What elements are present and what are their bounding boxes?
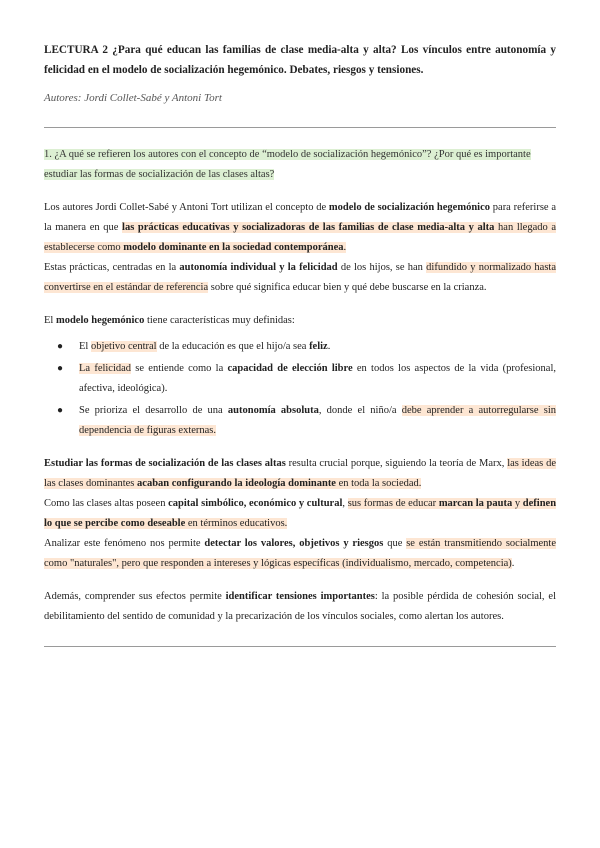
text: , donde el niño/a — [318, 405, 402, 416]
bullet-icon: ● — [57, 341, 64, 352]
divider-bottom — [44, 646, 556, 647]
emphasis: modelo de socialización hegemónico — [328, 202, 491, 213]
highlighted-text: . — [343, 242, 347, 253]
highlighted-emphasis: acaban configurando la ideología dominante — [137, 478, 336, 489]
text: que — [383, 538, 407, 549]
bullet-icon: ● — [57, 405, 64, 416]
emphasis: capital simbólico, económico y cultural — [168, 498, 343, 509]
question-highlight: 1. ¿A qué se refieren los autores con el concepto de “modelo de socialización hegemónico”? ¿Por qué es importante estudiar las formas de socialización de las clases altas? — [44, 149, 531, 180]
text: El — [79, 341, 91, 352]
question-1 — [44, 145, 556, 185]
highlighted-text: La felicidad — [79, 363, 132, 374]
highlighted-text: en toda la sociedad. — [335, 478, 422, 489]
text: Estas prácticas, centradas en la — [44, 262, 180, 273]
highlighted-text: y — [512, 498, 523, 509]
authors-line: Autores: Jordi Collet-Sabé y Antoni Tort — [44, 92, 222, 104]
emphasis: capacidad de elección libre — [227, 363, 353, 374]
paragraph-practices — [44, 258, 556, 298]
text: Los autores Jordi Collet-Sabé y Antoni Tort utilizan el concepto de — [44, 202, 329, 213]
highlighted-emphasis: definen lo que se percibe como deseable — [44, 498, 557, 529]
emphasis: identificar tensiones importantes — [225, 591, 375, 602]
text: . — [327, 341, 331, 352]
highlighted-text: sus formas de educar — [347, 498, 439, 509]
characteristics-list — [44, 337, 556, 441]
text: sobre qué significa educar bien y qué debe buscarse en la crianza. — [208, 282, 487, 293]
text: , — [342, 498, 348, 509]
emphasis: modelo hegemónico — [55, 315, 145, 326]
highlighted-text: se están transmitiendo socialmente como "naturales", pero que responden a intereses y lógicas específicas (individualismo, mercado, competencia) — [44, 538, 556, 569]
text: Además, comprender sus efectos permite — [44, 591, 226, 602]
document-title: LECTURA 2 ¿Para qué educan las familias de clase media-alta y alta? Los vínculos entre autonomía y felicidad en el modelo de socialización hegemónico. Debates, riesgos y tensiones. — [44, 44, 556, 76]
highlighted-text: . — [213, 425, 217, 436]
highlighted-text: objetivo central — [90, 341, 157, 352]
list-item — [44, 337, 556, 357]
document-page — [44, 40, 556, 647]
emphasis: Estudiar las formas de socialización de las clases altas — [44, 458, 286, 469]
list-item — [44, 359, 556, 399]
highlighted-emphasis: las prácticas educativas y socializadoras de las familias de clase media-alta y alta — [122, 222, 495, 233]
paragraph-definition — [44, 198, 556, 258]
text: de los hijos, se han — [337, 262, 427, 273]
text: Como las clases altas poseen — [44, 498, 169, 509]
text: resulta crucial porque, siguiendo la teoría de Marx, — [285, 458, 508, 469]
list-item — [44, 401, 556, 441]
text: . — [511, 558, 515, 569]
text: se entiende como la — [131, 363, 228, 374]
text: en todos los aspectos de la vida (profesional, afectiva, ideológica). — [79, 363, 557, 394]
highlighted-emphasis: marcan la pauta — [438, 498, 513, 509]
highlighted-text: en términos educativos. — [185, 518, 288, 529]
highlighted-text: las ideas de las clases dominantes — [44, 458, 556, 489]
paragraph-capital — [44, 494, 556, 534]
paragraph-analysis — [44, 534, 556, 574]
text: Analizar este fenómeno nos permite — [44, 538, 205, 549]
paragraph-tensions — [44, 587, 556, 627]
emphasis: autonomía absoluta — [227, 405, 319, 416]
text: de la educación es que el hijo/a sea — [156, 341, 310, 352]
highlighted-text: han llegado a establecerse como — [44, 222, 557, 253]
paragraph-model-intro — [44, 311, 556, 331]
bullet-icon: ● — [57, 363, 64, 374]
paragraph-why-study — [44, 454, 556, 494]
divider-top — [44, 127, 556, 128]
emphasis: detectar los valores, objetivos y riesgos — [204, 538, 384, 549]
highlighted-text: debe aprender a autorregularse sin dependencia de figuras externas — [79, 405, 556, 436]
text: para referirse a la manera en que — [44, 202, 557, 233]
text: tiene características muy definidas: — [144, 315, 295, 326]
text: : la posible pérdida de cohesión social, el debilitamiento del sentido de comunidad y la precarización de los vínculos sociales, como alertan los autores. — [44, 591, 556, 622]
highlighted-text: difundido y normalizado hasta convertirse en el estándar de referencia — [44, 262, 556, 293]
emphasis: autonomía individual y la felicidad — [179, 262, 338, 273]
text: El — [44, 315, 56, 326]
highlighted-emphasis: modelo dominante en la sociedad contemporánea — [123, 242, 344, 253]
emphasis: feliz — [309, 341, 328, 352]
text: Se prioriza el desarrollo de una — [79, 405, 228, 416]
